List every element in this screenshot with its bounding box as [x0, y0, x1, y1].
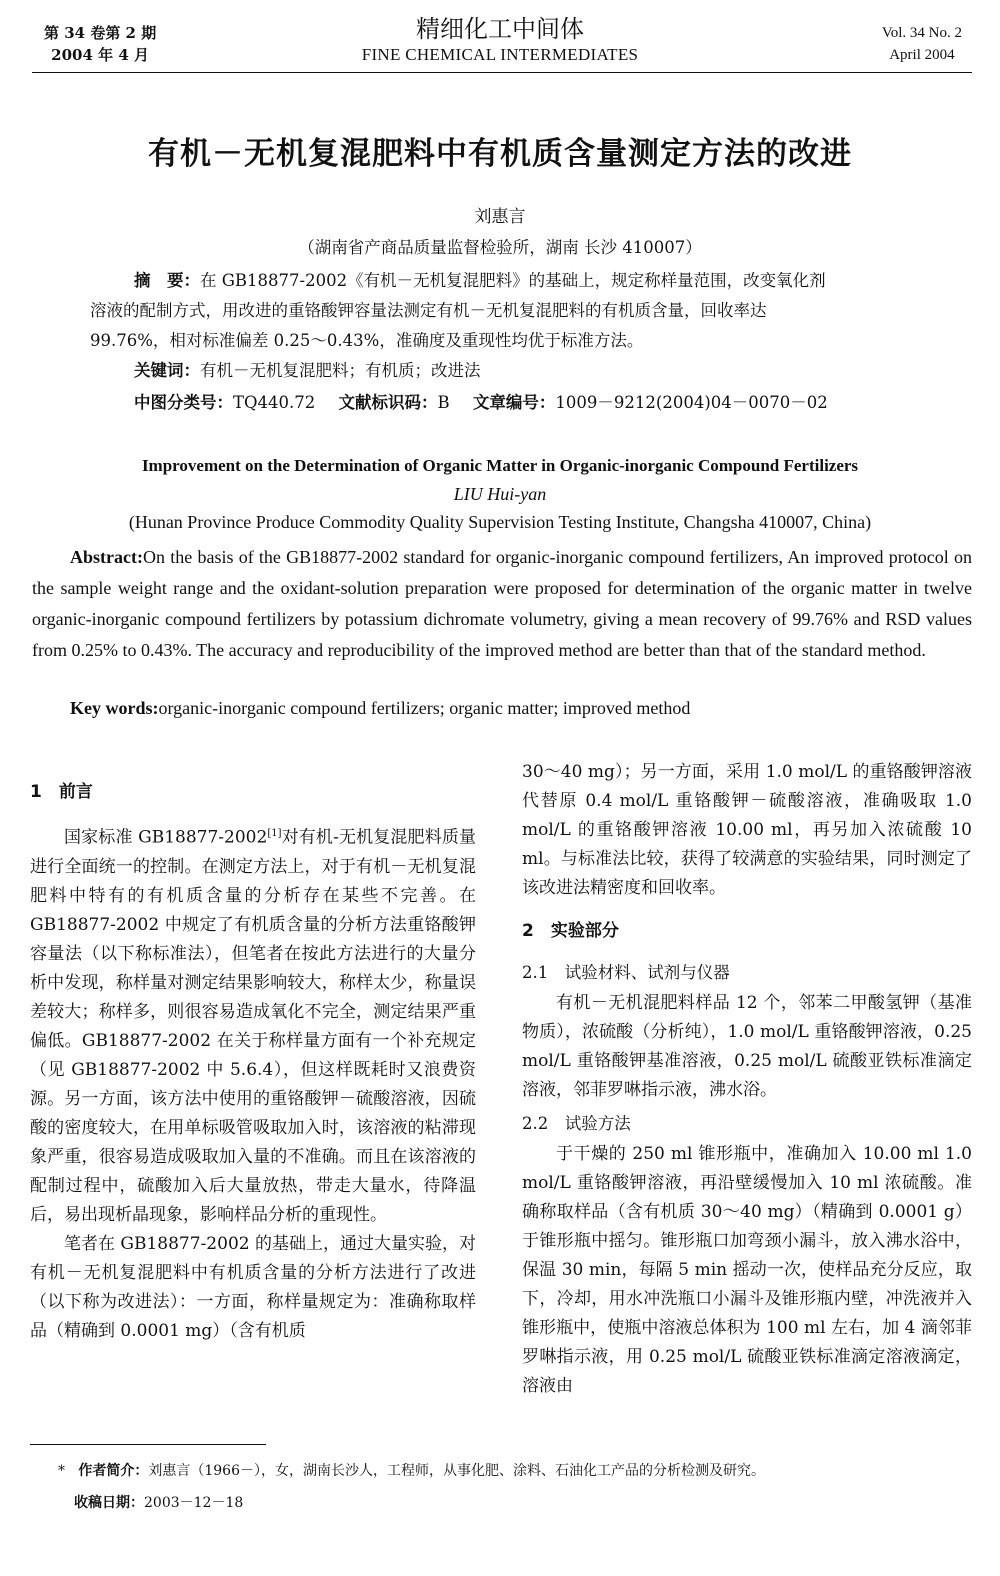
- classification-line: [134, 388, 828, 418]
- volume-cn: 第 34 卷第 2 期: [44, 24, 157, 42]
- intro-p1-start: 国家标准 GB18877-2002: [64, 827, 268, 848]
- journal-title-en: FINE CHEMICAL INTERMEDIATES: [361, 45, 639, 64]
- affiliation-cn: （湖南省产商品质量监督检验所，湖南 长沙 410007）: [298, 238, 702, 257]
- method-paragraph: 于干燥的 250 ml 锥形瓶中，准确加入 10.00 ml 1.0 mol/L 重铬酸钾溶液，再沿壁缓慢加入 10 ml 浓硫酸。准确称取样品（含有机质 30～40 mg）（精确到 0.0001 g）于锥形瓶中摇匀。锥形瓶口加弯颈小漏斗，放入沸水浴中，保温 30 min，每隔 5 min 摇动一次，使样品充分反应，取下，冷却，用水冲洗瓶口小漏斗及锥形瓶内壁，冲洗液并入锥形瓶中，使瓶中溶液总体积为 100 ml 左右，加 4 滴邻菲罗啉指示液，用 0.25 mol/L 硫酸亚铁标准滴定溶液滴定，溶液由: [522, 1144, 972, 1396]
- section-heading-experimental: 2 实验部分: [522, 921, 619, 941]
- journal-masthead: [300, 14, 700, 66]
- abstract-cn: [90, 266, 922, 356]
- citation-ref: [1]: [267, 828, 282, 839]
- article-no-value: 1009－9212(2004)04－0070－02: [555, 393, 828, 412]
- class-value: TQ440.72: [233, 393, 316, 412]
- body-left-column: [30, 770, 476, 1346]
- date-en: April 2004: [889, 47, 955, 63]
- abstract-cn-line3: 99.76%，相对标准偏差 0.25～0.43%，准确度及重现性均优于标准方法。: [90, 331, 644, 350]
- article-no-label: 文章编号：: [472, 393, 556, 412]
- keywords-text-cn: 有机－无机复混肥料；有机质；改进法: [200, 361, 481, 380]
- issue-info-cn: [44, 22, 156, 66]
- journal-title-cn: 精细化工中间体: [416, 15, 584, 43]
- abstract-label-cn: 摘 要：: [134, 271, 200, 290]
- doc-code-value: B: [437, 393, 450, 412]
- date-cn: 2004 年 4 月: [51, 46, 150, 64]
- subsection-heading-method: 2.2 试验方法: [522, 1114, 631, 1133]
- keywords-cn: [134, 356, 481, 386]
- article-title-en: Improvement on the Determination of Organic Matter in Organic-inorganic Compound Fertilizers: [141, 456, 859, 475]
- received-date: 2003－12－18: [144, 1495, 244, 1511]
- abstract-en: [32, 542, 972, 666]
- footnote-marker: *: [58, 1463, 65, 1479]
- footnote-author-bio: [58, 1460, 765, 1480]
- subsection-heading-materials: 2.1 试验材料、试剂与仪器: [522, 963, 730, 982]
- keywords-label-en: Key words:: [70, 698, 159, 718]
- affiliation-en: (Hunan Province Produce Commodity Quality Supervision Testing Institute, Changsha 410007, China): [128, 512, 872, 532]
- materials-paragraph: 有机－无机混肥料样品 12 个，邻苯二甲酸氢钾（基准物质），浓硫酸（分析纯），1.0 mol/L 重铬酸钾溶液，0.25 mol/L 重铬酸钾基准溶液，0.25 mol/L 硫酸亚铁标准滴定溶液，邻菲罗啉指示液，沸水浴。: [522, 993, 972, 1100]
- intro-paragraph-1: [30, 819, 476, 1230]
- keywords-label-cn: 关键词：: [134, 361, 200, 380]
- volume-en: Vol. 34 No. 2: [881, 25, 962, 41]
- abstract-label-en: Abstract:: [70, 547, 143, 567]
- intro-paragraph-2: 笔者在 GB18877-2002 的基础上，通过大量实验，对有机－无机复混肥料中有机质含量的分析方法进行了改进（以下称为改进法）：一方面，称样量规定为：准确称取样品（精确到 0.0001 mg）（含有机质: [30, 1233, 476, 1341]
- footnote-received-date: [74, 1492, 243, 1512]
- section-heading-intro: 1 前言: [30, 782, 93, 802]
- abstract-text-en: On the basis of the GB18877-2002 standard for organic-inorganic compound fertilizers, An improved protocol on the sample weight range and the oxidant-solution preparation were proposed for determination of the organic matter in twelve organic-inorganic compound fertilizers by potassium dichromate volumetry, giving a mean recovery of 99.76% and RSD values from 0.25% to 0.43%. The accuracy and reproducibility of the improved method are better than that of the standard method.: [32, 547, 972, 660]
- author-bio-text: 刘惠言（1966－），女，湖南长沙人，工程师，从事化肥、涂料、石油化工产品的分析检测及研究。: [148, 1463, 765, 1479]
- footnote-rule: [30, 1444, 266, 1445]
- doc-code-label: 文献标识码：: [338, 393, 438, 412]
- received-label: 收稿日期：: [74, 1495, 144, 1511]
- class-label: 中图分类号：: [134, 393, 233, 412]
- author-bio-label: 作者简介：: [78, 1463, 149, 1479]
- article-title-cn: 有机－无机复混肥料中有机质含量测定方法的改进: [148, 136, 852, 172]
- issue-info-en: [882, 22, 962, 66]
- intro-p1-rest: 对有机-无机复混肥料质量进行全面统一的控制。在测定方法上，对于有机－无机复混肥料中特有的有机质含量的分析存在某些不完善。在 GB18877-2002 中规定了有机质含量的分析方法重铬酸钾容量法（以下称标准法），但笔者在按此方法进行的大量分析中发现，称样量对测定结果影响较大，称样太少，称量误差较大；称样多，则很容易造成氧化不完全，测定结果严重偏低。GB18877-2002 在关于称样量方面有一个补充规定（见 GB18877-2002 中 5.6.4），但这样既耗时又浪费资源。另一方面，该方法中使用的重铬酸钾－硫酸溶液，因硫酸的密度较大，在用单标吸管吸取加入时，该溶液的粘滞现象严重，很容易造成吸取加入量的不准确。而且在该溶液的配制过程中，硫酸加入后大量放热，带走大量水，待降温后，易出现析晶现象，影响样品分析的重现性。: [30, 827, 476, 1225]
- header-rule: [32, 72, 972, 73]
- keywords-text-en: organic-inorganic compound fertilizers; organic matter; improved method: [158, 698, 691, 718]
- abstract-cn-line1: 在 GB18877-2002《有机－无机复混肥料》的基础上，规定称样量范围，改变氧化剂: [200, 271, 826, 290]
- abstract-cn-line2: 溶液的配制方式，用改进的重铬酸钾容量法测定有机－无机复混肥料的有机质含量，回收率达: [90, 301, 767, 320]
- author-en: LIU Hui-yan: [453, 484, 547, 504]
- intro-paragraph-2-continued: 30～40 mg）；另一方面，采用 1.0 mol/L 的重铬酸钾溶液代替原 0.4 mol/L 重铬酸钾－硫酸溶液，准确吸取 1.0 mol/L 的重铬酸钾溶液 10.00 ml，再另加入浓硫酸 10 ml。与标准法比较，获得了较满意的实验结果，同时测定了该改进法精密度和回收率。: [522, 762, 972, 898]
- author-cn: 刘惠言: [474, 207, 526, 227]
- body-right-column: [522, 758, 972, 1401]
- keywords-en: [70, 698, 690, 719]
